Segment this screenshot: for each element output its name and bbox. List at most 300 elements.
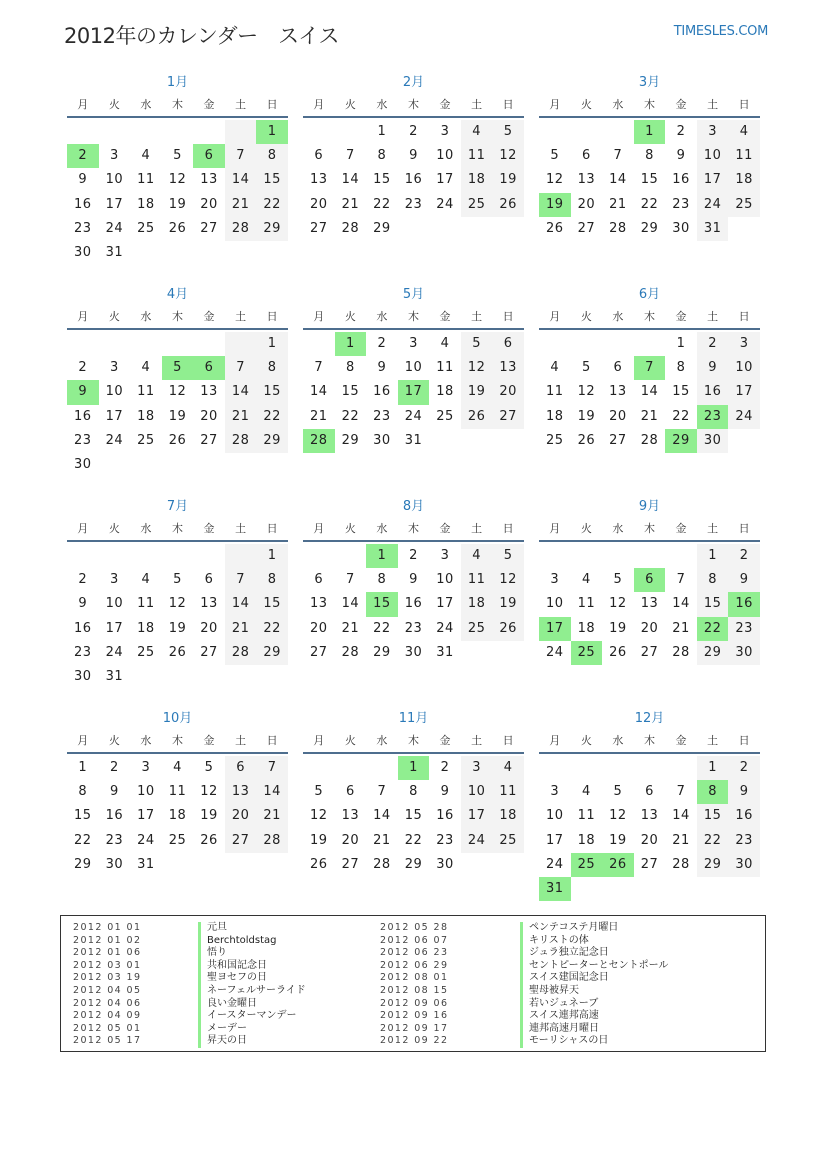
calendar-day[interactable]: 3 [550, 784, 560, 800]
calendar-day[interactable]: 16 [697, 380, 729, 404]
calendar-day[interactable]: 9 [676, 148, 686, 164]
calendar-day[interactable]: 5 [492, 120, 524, 144]
calendar-day[interactable]: 16 [74, 408, 92, 424]
calendar-day[interactable]: 7 [345, 148, 355, 164]
calendar-day[interactable]: 10 [404, 360, 423, 376]
calendar-day[interactable]: 20 [341, 832, 360, 848]
calendar-day[interactable]: 19 [168, 196, 187, 212]
calendar-day[interactable]: 23 [728, 829, 760, 853]
calendar-day[interactable]: 1 [256, 332, 288, 356]
calendar-day[interactable]: 12 [168, 172, 187, 188]
calendar-day[interactable]: 12 [310, 808, 328, 824]
calendar-day[interactable]: 13 [640, 596, 659, 612]
holiday-day[interactable]: 15 [366, 592, 398, 616]
calendar-day[interactable]: 18 [137, 620, 155, 636]
calendar-day[interactable]: 29 [256, 429, 288, 453]
calendar-day[interactable]: 25 [492, 829, 524, 853]
calendar-day[interactable]: 10 [546, 596, 564, 612]
calendar-day[interactable]: 25 [137, 644, 155, 660]
calendar-day[interactable]: 14 [640, 384, 659, 400]
holiday-day[interactable]: 22 [697, 617, 729, 641]
calendar-day[interactable]: 17 [137, 808, 155, 824]
calendar-day[interactable]: 5 [461, 332, 493, 356]
calendar-day[interactable]: 28 [341, 644, 360, 660]
calendar-day[interactable]: 29 [256, 217, 288, 241]
calendar-day[interactable]: 27 [310, 644, 328, 660]
calendar-day[interactable]: 11 [137, 596, 155, 612]
calendar-day[interactable]: 22 [697, 829, 729, 853]
calendar-day[interactable]: 29 [74, 856, 92, 872]
calendar-day[interactable]: 9 [697, 356, 729, 380]
calendar-day[interactable]: 30 [697, 429, 729, 453]
calendar-day[interactable]: 24 [436, 196, 454, 212]
calendar-day[interactable]: 5 [173, 148, 182, 164]
holiday-day[interactable]: 6 [193, 144, 225, 168]
calendar-day[interactable]: 7 [225, 356, 257, 380]
calendar-day[interactable]: 18 [436, 384, 454, 400]
calendar-day[interactable]: 3 [550, 572, 560, 588]
calendar-day[interactable]: 9 [728, 568, 760, 592]
calendar-day[interactable]: 2 [377, 336, 387, 351]
calendar-day[interactable]: 14 [609, 172, 627, 188]
calendar-day[interactable]: 21 [225, 405, 257, 429]
calendar-day[interactable]: 25 [461, 193, 493, 217]
calendar-day[interactable]: 4 [173, 760, 182, 775]
calendar-day[interactable]: 4 [440, 336, 450, 351]
calendar-day[interactable]: 6 [613, 360, 623, 376]
holiday-day[interactable]: 1 [256, 120, 288, 144]
calendar-day[interactable]: 2 [728, 756, 760, 780]
calendar-day[interactable]: 13 [577, 172, 596, 188]
calendar-day[interactable]: 15 [256, 168, 288, 192]
calendar-day[interactable]: 20 [577, 196, 596, 212]
calendar-day[interactable]: 4 [141, 572, 151, 588]
calendar-day[interactable]: 8 [676, 360, 686, 376]
calendar-day[interactable]: 22 [373, 196, 391, 212]
holiday-day[interactable]: 23 [697, 405, 729, 429]
calendar-day[interactable]: 9 [409, 572, 418, 588]
calendar-day[interactable]: 13 [200, 596, 218, 612]
calendar-day[interactable]: 27 [341, 856, 360, 872]
calendar-day[interactable]: 17 [105, 196, 124, 212]
holiday-day[interactable]: 25 [571, 641, 603, 665]
calendar-day[interactable]: 18 [137, 196, 155, 212]
calendar-day[interactable]: 10 [436, 148, 454, 164]
calendar-day[interactable]: 31 [105, 668, 124, 684]
calendar-day[interactable]: 11 [546, 384, 564, 400]
calendar-day[interactable]: 11 [577, 808, 596, 824]
calendar-day[interactable]: 20 [609, 408, 627, 424]
calendar-day[interactable]: 25 [436, 408, 454, 424]
calendar-day[interactable]: 27 [609, 432, 627, 448]
calendar-day[interactable]: 10 [137, 784, 155, 800]
holiday-day[interactable]: 31 [539, 877, 571, 901]
calendar-day[interactable]: 25 [168, 832, 187, 848]
calendar-day[interactable]: 8 [697, 568, 729, 592]
calendar-day[interactable]: 3 [109, 572, 119, 588]
calendar-day[interactable]: 10 [436, 572, 454, 588]
calendar-day[interactable]: 28 [225, 429, 257, 453]
calendar-day[interactable]: 11 [492, 780, 524, 804]
calendar-day[interactable]: 24 [404, 408, 423, 424]
calendar-day[interactable]: 6 [581, 148, 591, 164]
calendar-day[interactable]: 29 [640, 220, 659, 236]
calendar-day[interactable]: 23 [373, 408, 391, 424]
calendar-day[interactable]: 22 [256, 405, 288, 429]
calendar-day[interactable]: 4 [728, 120, 760, 144]
calendar-day[interactable]: 17 [697, 168, 729, 192]
calendar-day[interactable]: 19 [609, 620, 627, 636]
calendar-day[interactable]: 2 [676, 124, 686, 139]
calendar-day[interactable]: 7 [377, 784, 387, 800]
calendar-day[interactable]: 22 [404, 832, 423, 848]
calendar-day[interactable]: 5 [613, 572, 623, 588]
calendar-day[interactable]: 6 [492, 332, 524, 356]
calendar-day[interactable]: 30 [728, 641, 760, 665]
holiday-day[interactable]: 7 [634, 356, 666, 380]
calendar-day[interactable]: 24 [728, 405, 760, 429]
calendar-day[interactable]: 23 [105, 832, 124, 848]
calendar-day[interactable]: 11 [728, 144, 760, 168]
calendar-day[interactable]: 7 [256, 756, 288, 780]
calendar-day[interactable]: 12 [577, 384, 596, 400]
calendar-day[interactable]: 8 [645, 148, 654, 164]
calendar-day[interactable]: 8 [256, 568, 288, 592]
calendar-day[interactable]: 19 [168, 620, 187, 636]
holiday-day[interactable]: 6 [634, 568, 666, 592]
calendar-day[interactable]: 27 [200, 432, 218, 448]
calendar-day[interactable]: 8 [377, 148, 387, 164]
calendar-day[interactable]: 1 [256, 544, 288, 568]
calendar-day[interactable]: 27 [640, 856, 659, 872]
holiday-day[interactable]: 26 [602, 853, 634, 877]
calendar-day[interactable]: 2 [109, 760, 119, 775]
calendar-day[interactable]: 22 [640, 196, 659, 212]
holiday-day[interactable]: 8 [697, 780, 729, 804]
calendar-day[interactable]: 5 [613, 784, 623, 800]
calendar-day[interactable]: 13 [640, 808, 659, 824]
holiday-day[interactable]: 1 [634, 120, 666, 144]
calendar-day[interactable]: 27 [200, 220, 218, 236]
calendar-day[interactable]: 14 [341, 596, 360, 612]
calendar-day[interactable]: 6 [345, 784, 355, 800]
calendar-day[interactable]: 19 [492, 168, 524, 192]
calendar-day[interactable]: 18 [492, 804, 524, 828]
calendar-day[interactable]: 15 [697, 592, 729, 616]
brand-logo[interactable]: TIMESLES.COM [673, 24, 768, 39]
calendar-day[interactable]: 15 [74, 808, 92, 824]
calendar-day[interactable]: 10 [105, 596, 124, 612]
calendar-day[interactable]: 20 [492, 380, 524, 404]
calendar-day[interactable]: 24 [137, 832, 155, 848]
calendar-day[interactable]: 22 [256, 193, 288, 217]
calendar-day[interactable]: 13 [310, 172, 328, 188]
calendar-day[interactable]: 17 [436, 172, 454, 188]
calendar-day[interactable]: 2 [728, 544, 760, 568]
calendar-day[interactable]: 31 [404, 432, 423, 448]
calendar-day[interactable]: 11 [168, 784, 187, 800]
calendar-day[interactable]: 11 [461, 568, 493, 592]
calendar-day[interactable]: 15 [672, 384, 690, 400]
calendar-day[interactable]: 21 [256, 804, 288, 828]
calendar-day[interactable]: 19 [310, 832, 328, 848]
calendar-day[interactable]: 25 [728, 193, 760, 217]
calendar-day[interactable]: 5 [492, 544, 524, 568]
calendar-day[interactable]: 28 [225, 217, 257, 241]
calendar-day[interactable]: 4 [581, 572, 591, 588]
calendar-day[interactable]: 11 [137, 172, 155, 188]
calendar-day[interactable]: 29 [341, 432, 360, 448]
calendar-day[interactable]: 24 [105, 644, 124, 660]
calendar-day[interactable]: 27 [577, 220, 596, 236]
calendar-day[interactable]: 7 [225, 144, 257, 168]
calendar-day[interactable]: 28 [341, 220, 360, 236]
calendar-day[interactable]: 25 [546, 432, 564, 448]
calendar-day[interactable]: 20 [310, 620, 328, 636]
holiday-day[interactable]: 6 [193, 356, 225, 380]
calendar-day[interactable]: 1 [78, 760, 88, 775]
calendar-day[interactable]: 23 [74, 220, 92, 236]
calendar-day[interactable]: 19 [609, 832, 627, 848]
calendar-day[interactable]: 14 [225, 168, 257, 192]
calendar-day[interactable]: 30 [436, 856, 454, 872]
calendar-day[interactable]: 8 [409, 784, 418, 800]
calendar-day[interactable]: 18 [546, 408, 564, 424]
calendar-day[interactable]: 30 [105, 856, 124, 872]
calendar-day[interactable]: 28 [373, 856, 391, 872]
calendar-day[interactable]: 3 [409, 336, 418, 351]
calendar-day[interactable]: 26 [609, 644, 627, 660]
calendar-day[interactable]: 30 [74, 456, 92, 472]
calendar-day[interactable]: 18 [728, 168, 760, 192]
holiday-day[interactable]: 9 [67, 380, 99, 404]
calendar-day[interactable]: 18 [577, 832, 596, 848]
calendar-day[interactable]: 1 [697, 544, 729, 568]
calendar-day[interactable]: 4 [461, 544, 493, 568]
calendar-day[interactable]: 24 [546, 856, 564, 872]
calendar-day[interactable]: 17 [436, 596, 454, 612]
calendar-day[interactable]: 1 [697, 756, 729, 780]
calendar-day[interactable]: 21 [672, 620, 690, 636]
calendar-day[interactable]: 26 [310, 856, 328, 872]
calendar-day[interactable]: 19 [168, 408, 187, 424]
calendar-day[interactable]: 5 [173, 572, 182, 588]
calendar-day[interactable]: 13 [200, 172, 218, 188]
calendar-day[interactable]: 13 [200, 384, 218, 400]
calendar-day[interactable]: 9 [440, 784, 450, 800]
calendar-day[interactable]: 2 [409, 124, 418, 139]
holiday-day[interactable]: 28 [303, 429, 335, 453]
calendar-day[interactable]: 7 [676, 572, 686, 588]
calendar-day[interactable]: 26 [492, 193, 524, 217]
calendar-day[interactable]: 30 [404, 644, 423, 660]
calendar-day[interactable]: 9 [409, 148, 418, 164]
calendar-day[interactable]: 15 [640, 172, 659, 188]
calendar-day[interactable]: 14 [341, 172, 360, 188]
calendar-day[interactable]: 31 [697, 217, 729, 241]
calendar-day[interactable]: 9 [728, 780, 760, 804]
calendar-day[interactable]: 20 [200, 196, 218, 212]
calendar-day[interactable]: 17 [105, 408, 124, 424]
calendar-day[interactable]: 26 [492, 617, 524, 641]
calendar-day[interactable]: 23 [74, 644, 92, 660]
calendar-day[interactable]: 4 [461, 120, 493, 144]
calendar-day[interactable]: 6 [314, 572, 324, 588]
calendar-day[interactable]: 23 [404, 196, 423, 212]
calendar-day[interactable]: 31 [436, 644, 454, 660]
calendar-day[interactable]: 8 [345, 360, 355, 376]
calendar-day[interactable]: 30 [373, 432, 391, 448]
calendar-day[interactable]: 24 [461, 829, 493, 853]
calendar-day[interactable]: 21 [640, 408, 659, 424]
calendar-day[interactable]: 26 [200, 832, 218, 848]
calendar-day[interactable]: 12 [609, 596, 627, 612]
holiday-day[interactable]: 1 [335, 332, 367, 356]
calendar-day[interactable]: 4 [492, 756, 524, 780]
calendar-day[interactable]: 27 [200, 644, 218, 660]
calendar-day[interactable]: 21 [373, 832, 391, 848]
calendar-day[interactable]: 26 [461, 405, 493, 429]
calendar-day[interactable]: 7 [225, 568, 257, 592]
calendar-day[interactable]: 13 [341, 808, 360, 824]
holiday-day[interactable]: 5 [162, 356, 194, 380]
calendar-day[interactable]: 6 [645, 784, 654, 800]
calendar-day[interactable]: 7 [676, 784, 686, 800]
calendar-day[interactable]: 30 [74, 668, 92, 684]
calendar-day[interactable]: 10 [546, 808, 564, 824]
calendar-day[interactable]: 3 [109, 148, 119, 164]
calendar-day[interactable]: 18 [577, 620, 596, 636]
calendar-day[interactable]: 29 [404, 856, 423, 872]
calendar-day[interactable]: 21 [225, 193, 257, 217]
calendar-day[interactable]: 16 [672, 172, 690, 188]
calendar-day[interactable]: 5 [314, 784, 324, 800]
calendar-day[interactable]: 21 [310, 408, 328, 424]
calendar-day[interactable]: 9 [78, 596, 88, 612]
calendar-day[interactable]: 20 [225, 804, 257, 828]
calendar-day[interactable]: 16 [404, 596, 423, 612]
holiday-day[interactable]: 25 [571, 853, 603, 877]
calendar-day[interactable]: 21 [672, 832, 690, 848]
calendar-day[interactable]: 23 [404, 620, 423, 636]
calendar-day[interactable]: 3 [141, 760, 151, 775]
calendar-day[interactable]: 8 [256, 356, 288, 380]
calendar-day[interactable]: 17 [461, 804, 493, 828]
calendar-day[interactable]: 21 [225, 617, 257, 641]
calendar-day[interactable]: 2 [440, 760, 450, 775]
calendar-day[interactable]: 15 [373, 172, 391, 188]
calendar-day[interactable]: 14 [256, 780, 288, 804]
calendar-day[interactable]: 3 [440, 548, 450, 563]
calendar-day[interactable]: 18 [461, 592, 493, 616]
calendar-day[interactable]: 13 [310, 596, 328, 612]
calendar-day[interactable]: 14 [373, 808, 391, 824]
calendar-day[interactable]: 2 [78, 572, 88, 588]
calendar-day[interactable]: 28 [225, 641, 257, 665]
calendar-day[interactable]: 10 [697, 144, 729, 168]
calendar-day[interactable]: 28 [672, 856, 690, 872]
calendar-day[interactable]: 2 [78, 360, 88, 376]
calendar-day[interactable]: 2 [409, 548, 418, 563]
calendar-day[interactable]: 27 [492, 405, 524, 429]
calendar-day[interactable]: 19 [492, 592, 524, 616]
calendar-day[interactable]: 27 [640, 644, 659, 660]
calendar-day[interactable]: 15 [404, 808, 423, 824]
calendar-day[interactable]: 29 [373, 644, 391, 660]
calendar-day[interactable]: 7 [613, 148, 623, 164]
calendar-day[interactable]: 12 [609, 808, 627, 824]
calendar-day[interactable]: 12 [492, 144, 524, 168]
calendar-day[interactable]: 14 [225, 592, 257, 616]
calendar-day[interactable]: 9 [78, 172, 88, 188]
calendar-day[interactable]: 14 [310, 384, 328, 400]
calendar-day[interactable]: 9 [377, 360, 387, 376]
calendar-day[interactable]: 31 [105, 244, 124, 260]
calendar-day[interactable]: 7 [345, 572, 355, 588]
calendar-day[interactable]: 28 [256, 829, 288, 853]
calendar-day[interactable]: 21 [341, 620, 360, 636]
calendar-day[interactable]: 11 [577, 596, 596, 612]
calendar-day[interactable]: 3 [440, 124, 450, 139]
calendar-day[interactable]: 3 [109, 360, 119, 376]
calendar-day[interactable]: 11 [461, 144, 493, 168]
calendar-day[interactable]: 16 [74, 620, 92, 636]
calendar-day[interactable]: 17 [105, 620, 124, 636]
calendar-day[interactable]: 16 [74, 196, 92, 212]
calendar-day[interactable]: 8 [78, 784, 88, 800]
calendar-day[interactable]: 29 [373, 220, 391, 236]
calendar-day[interactable]: 23 [74, 432, 92, 448]
calendar-day[interactable]: 2 [697, 332, 729, 356]
calendar-day[interactable]: 19 [200, 808, 218, 824]
calendar-day[interactable]: 13 [609, 384, 627, 400]
calendar-day[interactable]: 18 [168, 808, 187, 824]
calendar-day[interactable]: 23 [672, 196, 690, 212]
calendar-day[interactable]: 19 [461, 380, 493, 404]
calendar-day[interactable]: 12 [492, 568, 524, 592]
calendar-day[interactable]: 11 [436, 360, 454, 376]
calendar-day[interactable]: 6 [225, 756, 257, 780]
calendar-day[interactable]: 15 [341, 384, 360, 400]
calendar-day[interactable]: 10 [461, 780, 493, 804]
calendar-day[interactable]: 24 [697, 193, 729, 217]
calendar-day[interactable]: 5 [204, 760, 214, 775]
calendar-day[interactable]: 24 [546, 644, 564, 660]
holiday-day[interactable]: 19 [539, 193, 571, 217]
calendar-day[interactable]: 20 [310, 196, 328, 212]
calendar-day[interactable]: 4 [141, 148, 151, 164]
calendar-day[interactable]: 3 [728, 332, 760, 356]
calendar-day[interactable]: 20 [640, 832, 659, 848]
calendar-day[interactable]: 15 [256, 380, 288, 404]
calendar-day[interactable]: 10 [728, 356, 760, 380]
holiday-day[interactable]: 16 [728, 592, 760, 616]
calendar-day[interactable]: 5 [550, 148, 560, 164]
calendar-day[interactable]: 12 [546, 172, 564, 188]
calendar-day[interactable]: 25 [137, 220, 155, 236]
calendar-day[interactable]: 22 [341, 408, 360, 424]
calendar-day[interactable]: 13 [225, 780, 257, 804]
calendar-day[interactable]: 27 [225, 829, 257, 853]
calendar-day[interactable]: 26 [577, 432, 596, 448]
calendar-day[interactable]: 8 [256, 144, 288, 168]
calendar-day[interactable]: 9 [109, 784, 119, 800]
calendar-day[interactable]: 14 [225, 380, 257, 404]
calendar-day[interactable]: 29 [697, 641, 729, 665]
calendar-day[interactable]: 16 [373, 384, 391, 400]
calendar-day[interactable]: 14 [672, 596, 690, 612]
calendar-day[interactable]: 20 [200, 620, 218, 636]
